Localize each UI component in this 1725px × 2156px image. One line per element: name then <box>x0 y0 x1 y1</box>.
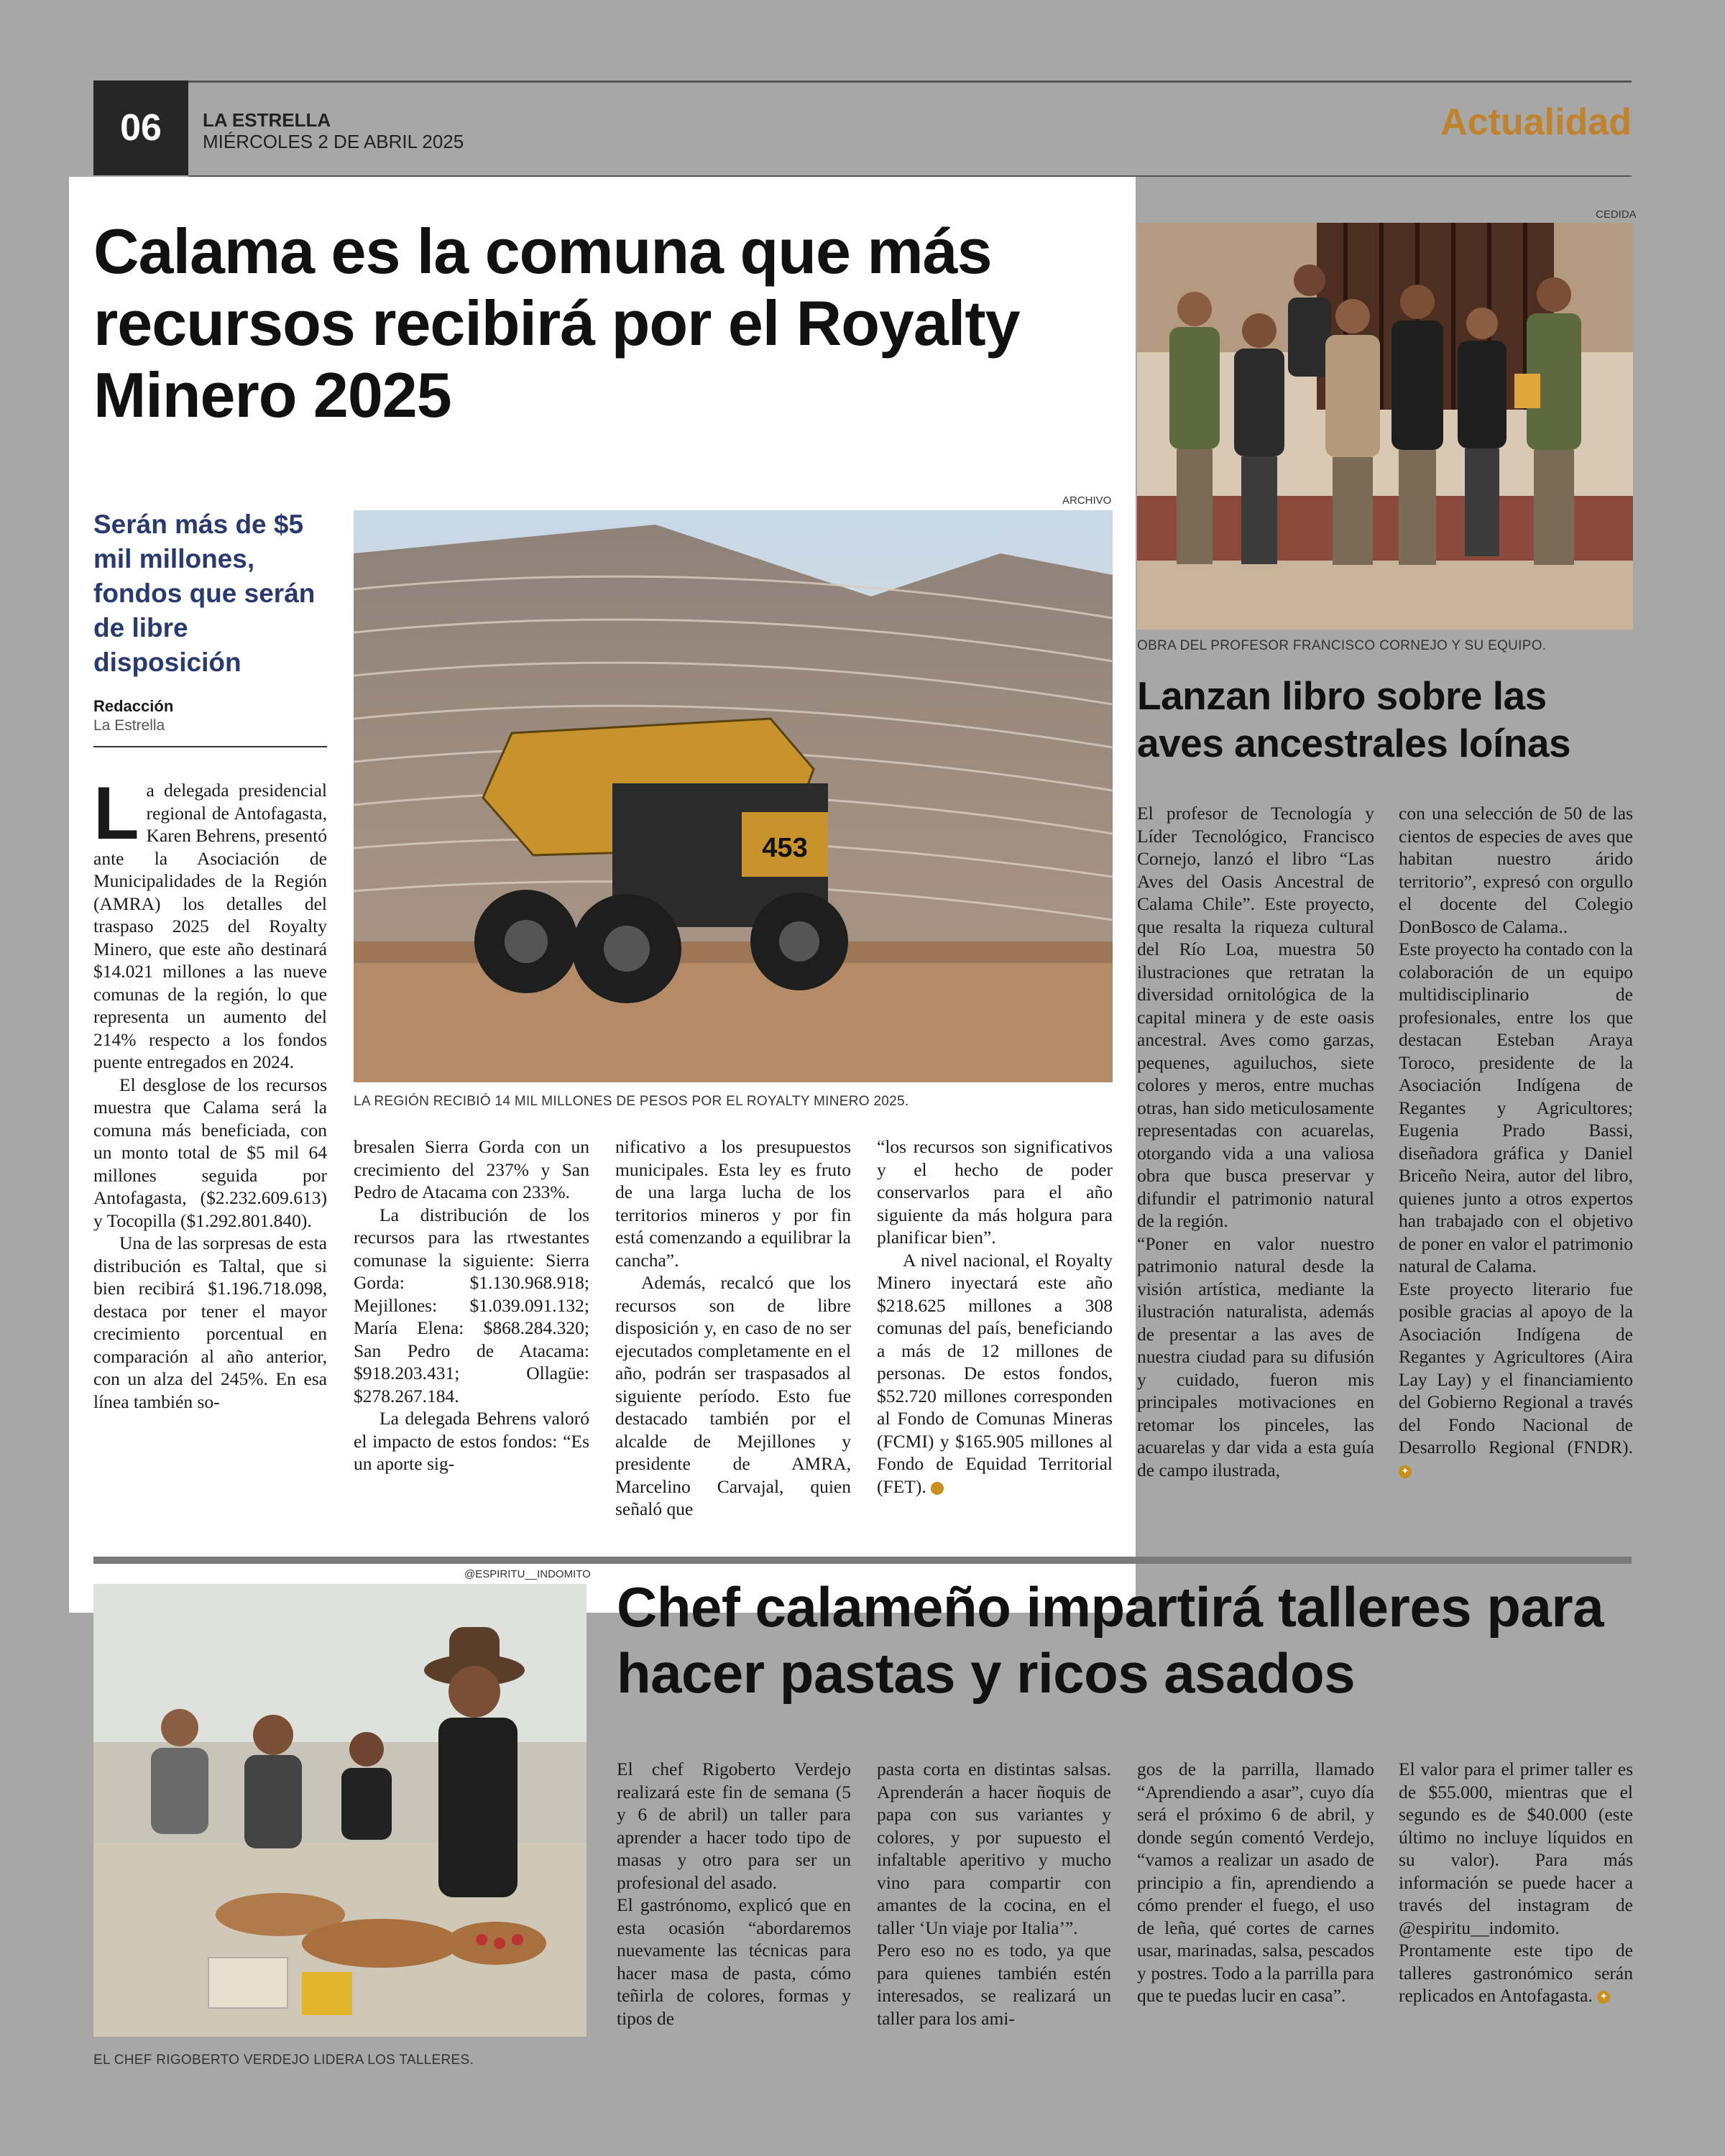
truck-number: 453 <box>762 833 808 863</box>
end-mark-icon: ✦ <box>931 1482 944 1495</box>
mine-truck-illustration <box>354 510 1113 1082</box>
main-article-col-3: nificativo a los presupuestos municipales. Esta ley es fruto de una larga lucha de los territorios mineros y por fin está comenzando a equilibrar la cancha”. Además, recalcó que los recursos son de libre disposición y, en caso de no ser ejecutados completamente en el año, podrán ser traspasados al siguiente período. Esto fue destacado también por el alcalde de Mejillones y presidente de AMRA, Marcelino Carvajal, quien señaló que <box>615 1136 851 1519</box>
page-number: 06 <box>93 80 188 175</box>
chef-article-col-2: pasta corta en distintas salsas. Aprenderán a hacer ñoquis de papa con sus variantes y colores, y por supuesto el infaltable aperitivo y mucho vino para compartir con amantes de la cocina, en el taller ‘Un viaje por Italia’”. Pero eso no es todo, ya que para quienes también estén interesados, se realizará un taller para los ami- <box>877 1759 1111 2029</box>
main-article-col-2: bresalen Sierra Gorda con un crecimiento del 237% y San Pedro de Atacama con 233%. La distribución de los recursos para las rtwestantes comunase la siguiente: Sierra Gorda: $1.130.968.918; Mejillones: $1.039.091.132; María Elena: $868.284.320; San Pedro de Atacama: $918.203.431; Ollagüe: $278.267.184. La delegada Behrens valoró el impacto de estos fondos: “Es un aporte sig- <box>354 1136 589 1474</box>
main-col1-p3: Una de las sorpresas de esta distribución es Taltal, que si bien recibirá $1.196.718.098, destaca por tener el mayor crecimiento porcentual en comparación al año anterior, con un alza del 245%. En esa línea también so- <box>93 1233 327 1412</box>
aves-article-col-2: con una selección de 50 de las cientos de especies de aves que habitan nuestro árido territorio”, expresó con orgullo el docente del Colegio DonBosco de Calama.. Este proyecto ha contado con la colaboración de un equipo multidisciplinario de profesionales, entre los que destacan Esteban Araya Toroco, presidente de la Asociación Indígena de Regantes y Agricultores; Eugenia Prado Bassi, diseñadora gráfica y Daniel Briceño Neira, autor del libro, quienes junto a otros expertos han trabajado con el objetivo de poner en valor el patrimonio natural de Calama. Este proyecto literario fue posible gracias al apoyo de la Asociación Indígena de Regantes y Agricultores (Aira Lay Lay) y el financiamiento del Gobierno Regional a través del Fondo Nacional de Desarrollo Regional (FNDR). ✦ <box>1399 803 1633 1477</box>
chef-article-col-1: El chef Rigoberto Verdejo realizará este fin de semana (5 y 6 de abril) un taller para aprender a hacer todo tipo de masas y otro para ser un profesional del asado. El gastrónomo, explicó que en esta ocasión “abordaremos nuevamente las técnicas para hacer masa de pasta, cómo teñirla de colores, formas y tipos de <box>617 1759 851 2029</box>
section-label: Actualidad <box>1440 101 1632 143</box>
dropcap: L <box>93 772 139 855</box>
byline-rule <box>93 746 327 747</box>
aves-photo-caption: OBRA DEL PROFESOR FRANCISCO CORNEJO Y SU EQUIPO. <box>1137 638 1547 653</box>
chef-article-col-4: El valor para el primer taller es de $55.000, mientras que el segundo es de $40.000 (este último no incluye líquidos en su valor). Para más información se puede hacer a través del instagram de @espiritu__indomito. Prontamente este tipo de talleres gastronómico serán replicados en Antofagasta. ✦ <box>1399 1759 1633 2006</box>
end-mark-icon: ✦ <box>1597 1991 1610 2004</box>
main-photo-caption: LA REGIÓN RECIBIÓ 14 MIL MILLONES DE PESOS POR EL ROYALTY MINERO 2025. <box>354 1094 909 1109</box>
main-photo-credit: ARCHIVO <box>1062 494 1112 507</box>
aves-headline: Lanzan libro sobre las aves ancestrales loínas <box>1137 673 1571 765</box>
aves-article-col-1: El profesor de Tecnología y Líder Tecnológico, Francisco Cornejo, lanzó el libro “Las Aves del Oasis Ancestral de Calama Chile”. Este proyecto, que resalta la riqueza cultural del Río Loa, muestra 50 ilustraciones que retratan la diversidad ornitológica de la capital minera y de este oasis ancestral. Aves como garzas, pequenes, aguiluchos, siete colores y meros, entre muchas otras, han sido meticulosamente representadas con acuarelas, otorgando vida a una valiosa obra que busca preservar y difundir el patrimonio natural de la región. “Poner en valor nuestro patrimonio natural desde la visión artística, mediante la ilustración naturalista, además de presentar a las aves de nuestra ciudad para su difusión y cuidado, fueron mis principales motivaciones en retomar los pinceles, las acuarelas y dar vida a esta guía de campo ilustrada, <box>1137 803 1374 1480</box>
main-article-col-4: “los recursos son significativos y el hecho de poder conservarlos para el año siguiente da más holgura para planificar bien”. A nivel nacional, el Royalty Minero inyectará este año $218.625 millones a 308 comunas del país, beneficiando a más de 12 millones de personas. De estos fondos, $52.720 millones corresponden al Fondo de Comunas Mineras (FCMI) y $165.905 millones al Fondo de Equidad Territorial (FET). ✦ <box>877 1136 1113 1497</box>
main-col1-p2: El desglose de los recursos muestra que Calama será la comuna más beneficiada, con un monto total de $5 mil 64 millones seguida por Antofagasta, ($2.232.609.613) y Tocopilla ($1.292.801.840). <box>93 1074 327 1231</box>
chef-headline: Chef calameño impartirá talleres para hacer pastas y ricos asados <box>617 1575 1604 1705</box>
byline: Redacción <box>93 697 174 715</box>
chef-photo-caption: EL CHEF RIGOBERTO VERDEJO LIDERA LOS TALLERES. <box>93 2053 474 2068</box>
top-rule <box>93 80 1632 83</box>
mine-truck-photo <box>354 510 1113 1082</box>
main-lede: Serán más de $5 mil millones, fondos que serán de libre disposición <box>93 510 316 677</box>
chef-article-col-3: gos de la parrilla, llamado “Aprendiendo a asar”, cuyo día será el próximo 6 de abril, y donde según comentó Verdejo, “vamos a realizar un asado de principio a fin, aprendiendo a cómo prender el fuego, el uso de leña, qué cortes de carnes usar, marinadas, salsa, pescados y postres. Todo a la parrilla para que te puedas lucir en casa”. <box>1137 1759 1374 2006</box>
chef-photo-credit: @ESPIRITU__INDOMITO <box>464 1568 591 1580</box>
publication-date: MIÉRCOLES 2 DE ABRIL 2025 <box>203 131 464 152</box>
publication-name: LA ESTRELLA <box>203 109 331 131</box>
group-photo-illustration <box>1137 223 1633 630</box>
main-article-col-1: La delegada presidencial regional de Antofagasta, Karen Behrens, presentó ante la Asociación de Municipalidades de la Región (AMRA) los detalles del traspaso 2025 del Royalty Minero, que este año destinará $14.021 millones a las nueve comunas de la región, lo que representa un aumento del 214% respecto a los fondos puente entregados en 2024. El desglose de los recursos muestra que Calama será la comuna más beneficiada, con un monto total de $5 mil 64 millones seguida por Antofagasta, ($2.232.609.613) y Tocopilla ($1.292.801.840). Una de las sorpresas de esta distribución es Taltal, que si bien recibirá $1.196.718.098, destaca por tener el mayor crecimiento porcentual en comparación al año anterior, con un alza del 245%. En esa línea también so- <box>93 772 327 1412</box>
aves-group-photo <box>1137 223 1633 630</box>
section-separator <box>93 1557 1632 1564</box>
chef-photo-illustration <box>93 1584 586 2037</box>
end-mark-icon: ✦ <box>1399 1465 1412 1478</box>
chef-workshop-photo <box>93 1584 586 2037</box>
aves-photo-credit: CEDIDA <box>1596 208 1637 221</box>
byline-org: La Estrella <box>93 717 165 734</box>
main-headline: Calama es la comuna que más recursos recibirá por el Royalty Minero 2025 <box>93 216 1020 430</box>
